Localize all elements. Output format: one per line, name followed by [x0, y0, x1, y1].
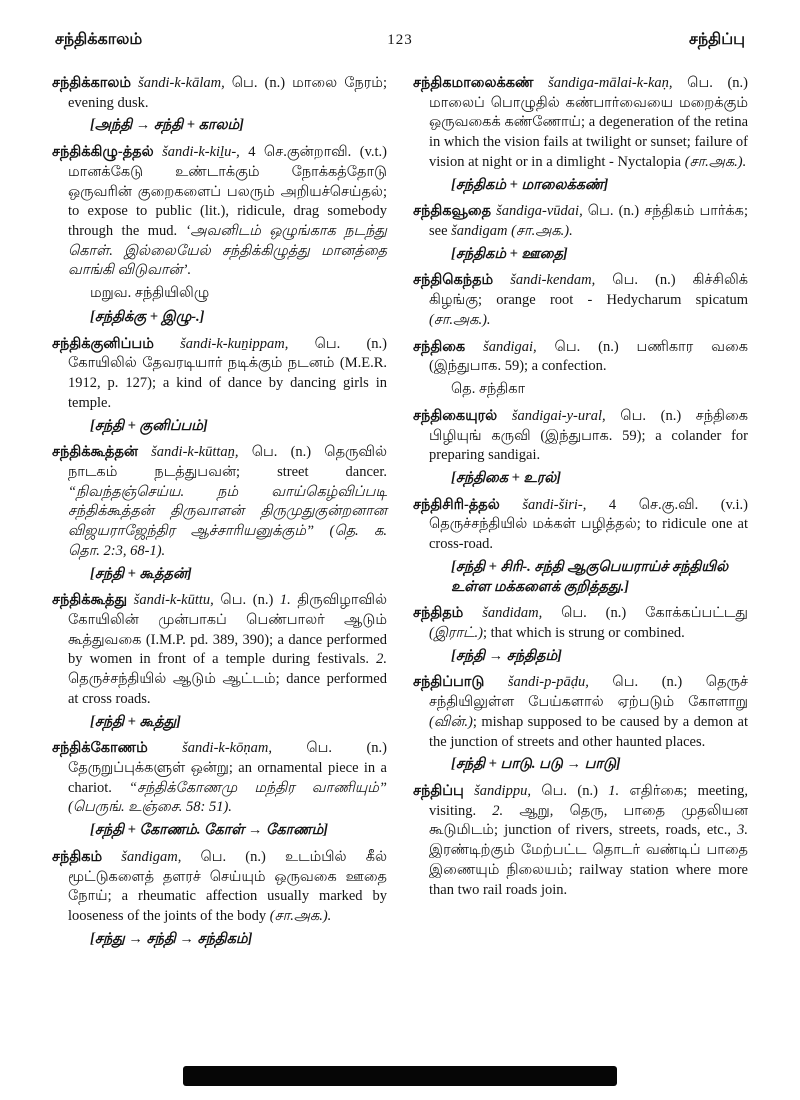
entry-definition-text: பெ. (n.)	[213, 592, 280, 609]
entry-main-text	[52, 591, 387, 709]
entry-definition-text: பெ. (n.) உடம்பில் கீல் மூட்டுகளைத் தளரச் செய்யும் ஒருவகை ஊதை நோய்; a rheumatic affection usually marked by looseness of the joints of the body	[68, 848, 388, 925]
entry-headword: சந்திப்பு	[413, 783, 475, 799]
entry-main-text	[413, 782, 748, 900]
text-columns	[0, 50, 800, 956]
entry-transliteration: šandigam,	[121, 848, 182, 865]
entry-citation-text: (வின்.)	[429, 713, 473, 730]
entry-citation-text: 2.	[376, 651, 387, 668]
dictionary-entry	[52, 591, 387, 732]
entry-headword: சந்திதம்	[413, 605, 483, 622]
entry-citation-text: “நிவந்தஞ்செய்ய. நம் வாய்கெழ்விப்படி சந்திக்கூத்தன் திருவாளன் திருமுதுகுன்றனான விஜயராஜேந்திர ஆச்சாரியனுக்கும்”	[68, 483, 387, 540]
dictionary-entry	[413, 407, 748, 489]
dictionary-entry	[413, 271, 748, 330]
entry-main-text	[413, 604, 748, 643]
entry-transliteration: šandi-širi-,	[522, 496, 587, 513]
entry-citation-text: 1.	[608, 783, 630, 799]
entry-headword: சந்திக்குனிப்பம்	[52, 335, 181, 352]
entry-citation-text: (இராட்.)	[429, 624, 483, 641]
entry-transliteration: šandi-k-kūttaṉ,	[151, 444, 239, 461]
entry-citation-text: (சா.அக.).	[269, 908, 332, 925]
entry-etymology: [சந்தி + கூத்தன்]	[90, 565, 192, 582]
entry-transliteration: šandidam,	[482, 605, 543, 622]
entry-definition-text: பெ. (n.) சந்திகை பிழியுங் கருவி (இந்துபாக. 59); a colander for preparing sandigai.	[429, 407, 748, 464]
entry-headword: சந்திப்பாடு	[413, 674, 508, 691]
entry-headword: சந்திக்காலம்	[52, 75, 139, 91]
entry-transliteration: šandigai-y-ural,	[511, 407, 606, 424]
dictionary-entry	[413, 338, 748, 400]
dictionary-entry	[52, 848, 387, 950]
entry-etymology: [சந்து → சந்தி → சந்திகம்]	[90, 930, 253, 947]
entry-headword: சந்திக்கோணம்	[52, 740, 183, 757]
entry-transliteration: šandi-k-kūttu,	[133, 592, 214, 609]
entry-headword: சந்திகம்	[52, 848, 122, 865]
entry-main-text	[52, 74, 387, 113]
entry-transliteration: šandigam	[451, 223, 512, 240]
entry-transliteration: šandi-k-kālam,	[138, 75, 225, 91]
entry-definition-text: பெ. (n.) சந்திகம் பார்க்க; see	[429, 203, 748, 240]
entry-transliteration: šandi-kendam,	[510, 272, 596, 289]
entry-citation-text: 1.	[279, 592, 298, 609]
entry-etymology: [சந்தி + சிரி-. சந்தி ஆகுபெயராய்ச் சந்தியில் உள்ள மக்களைக் குறித்தது.]	[451, 558, 729, 595]
entry-main-text	[413, 202, 748, 241]
entry-main-text	[413, 271, 748, 330]
entry-transliteration: šandiga-vūdai,	[496, 203, 583, 220]
entry-transliteration: šandi-p-pāḍu,	[507, 674, 589, 691]
entry-definition-text: பெ. (n.) தேருறுப்புக்களுள் ஒன்று; an ornamental piece in a chariot.	[68, 740, 387, 796]
dictionary-entry	[413, 74, 748, 195]
entry-transliteration: šandigai,	[483, 338, 537, 355]
entry-etymology: [சந்திகம் + மாலைக்கண்]	[451, 176, 609, 193]
entry-headword: சந்திகையுரல்	[413, 407, 512, 424]
entry-definition-text: ; that which is strung or combined.	[483, 624, 685, 641]
entry-citation-text: 3.	[737, 822, 748, 839]
entry-definition-text: பெ. (n.) கோயிலில் தேவரடியார் நடிக்கும் நடனம் (M.E.R. 1912, p. 127); a kind of dance by dancing girls in temple.	[68, 335, 388, 411]
entry-definition-text: தெருச்சந்தியில் ஆடும் ஆட்டம்; dance performed at cross roads.	[68, 671, 387, 707]
dictionary-entry	[413, 604, 748, 666]
entry-etymology: [சந்தி + குனிப்பம்]	[90, 417, 208, 434]
entry-etymology: [சந்திகம் + ஊதை]	[451, 245, 568, 262]
entry-etymology: [சந்தி + கோணம். கோள் → கோணம்]	[90, 822, 329, 839]
entry-definition-text: பெ. (n.) கோக்கப்பட்டது	[542, 605, 748, 622]
entry-etymology: [சந்தி + பாடு. படு → பாடு]	[451, 756, 621, 773]
entry-definition-text: இரண்டிற்கும் மேற்பட்ட தொடர் வண்டிப் பாதை இணையும் நிலையம்; railway station where more than two rail roads join.	[429, 842, 748, 898]
dictionary-entry	[52, 335, 387, 437]
entry-headword: சந்திக்கிழு-த்தல்	[52, 144, 163, 161]
entry-definition-text: பெ. (n.) பணிகார வகை (இந்துபாக. 59); a confection.	[429, 338, 748, 375]
entry-citation-text: “சந்திக்கோணமு மந்திர வாணியும்”	[129, 779, 387, 796]
entry-main-text	[52, 143, 387, 281]
entry-etymology: [சந்திக்கு + இழு-.]	[90, 308, 205, 325]
entry-definition-text: பெ. (n.) மாலைப் பொழுதில் கண்பார்வையை மறைக்கும் ஒருவகைக் கண்ணோய்; a degeneration of the retina in which the vision fails at twilight or sunset; failure of vision at night or in a dimlight - Nyctalopia	[429, 75, 748, 170]
running-head-right-word: சந்திப்பு	[688, 31, 745, 48]
entry-transliteration: šandippu,	[474, 783, 531, 799]
entry-headword: சந்திகமாலைக்கண்	[413, 75, 549, 91]
running-head	[0, 0, 800, 50]
entry-definition-text: 4 செ.கு.வி. (v.i.) தெருச்சந்தியில் மக்கள் பழித்தல்; to ridicule one at cross-road.	[429, 496, 748, 553]
entry-main-text	[52, 739, 387, 818]
entry-definition-text: பெ. (n.) தெருச் சந்தியிலுள்ள பேய்களால் ஏற்படும் கோளாறு	[429, 674, 749, 711]
entry-etymology: [சந்திகை + உரல்]	[451, 469, 562, 486]
dictionary-entry	[413, 673, 748, 775]
entry-citation-text: 2.	[492, 802, 520, 819]
entry-definition-text: திருவிழாவில் கோயிலின் முன்பாகப் பெண்பாலர் ஆடும் கூத்துவகை (I.M.P. pd. 389, 390); a dance performed by women in front of a temple during festivals.	[68, 592, 387, 668]
entry-headword: சந்திகை	[413, 338, 484, 355]
entry-etymology: [அந்தி → சந்தி + காலம்]	[90, 117, 244, 134]
entry-etymology: [சந்தி → சந்திதம்]	[451, 647, 562, 664]
entry-transliteration: šandiga-mālai-k-kaṇ,	[548, 75, 673, 91]
entry-main-text	[413, 338, 748, 377]
dictionary-entry	[52, 739, 387, 841]
dictionary-entry	[52, 443, 387, 584]
entry-definition-text: பெ. (n.)	[530, 783, 609, 799]
entry-citation-text: ‘அவனிடம் ஒழுங்காக நடந்து கொள். இல்லையேல் சந்திக்கிழுத்து மானத்தை வாங்கி விடுவான்’.	[68, 223, 387, 279]
dictionary-entry	[413, 496, 748, 598]
dictionary-entry	[52, 143, 387, 327]
entry-definition-text: பெ. (n.) கிச்சிலிக் கிழங்கு; orange root - Hedycharum spicatum	[429, 272, 748, 309]
entry-headword: சந்திக்கூத்தன்	[52, 444, 152, 461]
entry-main-text	[52, 848, 387, 927]
entry-transliteration: šandi-k-kiḻu-,	[162, 144, 240, 161]
entry-definition-text: பெ. (n.) மாலை நேரம்; evening dusk.	[68, 75, 387, 111]
entry-headword: சந்திக்கூத்து	[52, 592, 134, 609]
entry-note: தெ. சந்திகா	[451, 381, 526, 398]
entry-main-text	[52, 443, 387, 561]
entry-citation-text: (தெ. க. தொ. 2:3, 68-1).	[68, 523, 387, 559]
entry-main-text	[413, 673, 748, 752]
entry-transliteration: šandi-k-kōṇam,	[182, 740, 272, 757]
entry-definition-text: ; mishap supposed to be caused by a demon at the junction of streets and other haunted places.	[429, 713, 748, 750]
entry-etymology: [சந்தி + கூத்து]	[90, 713, 181, 730]
running-head-left-word: சந்திக்காலம்	[55, 31, 143, 48]
scan-artifact-bar	[183, 1066, 617, 1086]
entry-definition-text: ஆறு, தெரு, பாதை முதலியன கூடுமிடம்; junction of rivers, streets, roads, etc.,	[429, 802, 749, 839]
entry-citation-text: (சா.அக.).	[429, 311, 491, 328]
entry-note: மறுவ. சந்தியிலிழு	[90, 285, 210, 302]
page-number: 123	[387, 32, 413, 48]
entry-definition-text: 4 செ.குன்றாவி. (v.t.) மானக்கேடு உண்டாக்கும் நோக்கத்தோடு ஒருவரின் குறைகளைப் பலரும் அறியச்செய்தல்; to expose to public (lit.), ridicule, drag somebody through the mud.	[68, 144, 387, 240]
entry-main-text	[413, 496, 748, 555]
dictionary-entry	[52, 74, 387, 136]
entry-headword: சந்திகவூதை	[413, 203, 497, 220]
entry-definition-text: எதிர்கை; meeting, visiting.	[429, 783, 748, 819]
entry-main-text	[413, 74, 748, 173]
entry-main-text	[413, 407, 748, 466]
entry-headword: சந்திகெந்தம்	[413, 272, 511, 289]
entry-transliteration: šandi-k-kuṉippam,	[180, 335, 289, 352]
right-column	[413, 74, 748, 956]
entry-citation-text: (சா.அக.).	[684, 153, 747, 170]
entry-headword: சந்திசிரி-த்தல்	[413, 496, 523, 513]
entry-definition-text: பெ. (n.) தெருவில் நாடகம் நடத்துபவன்; street dancer.	[68, 444, 387, 480]
dictionary-entry	[413, 782, 748, 900]
entry-citation-text: (பெருங். உஞ்சை. 58: 51).	[68, 799, 232, 816]
left-column	[52, 74, 387, 956]
entry-citation-text: (சா.அக.).	[511, 223, 573, 240]
entry-main-text	[52, 335, 387, 414]
dictionary-entry	[413, 202, 748, 264]
